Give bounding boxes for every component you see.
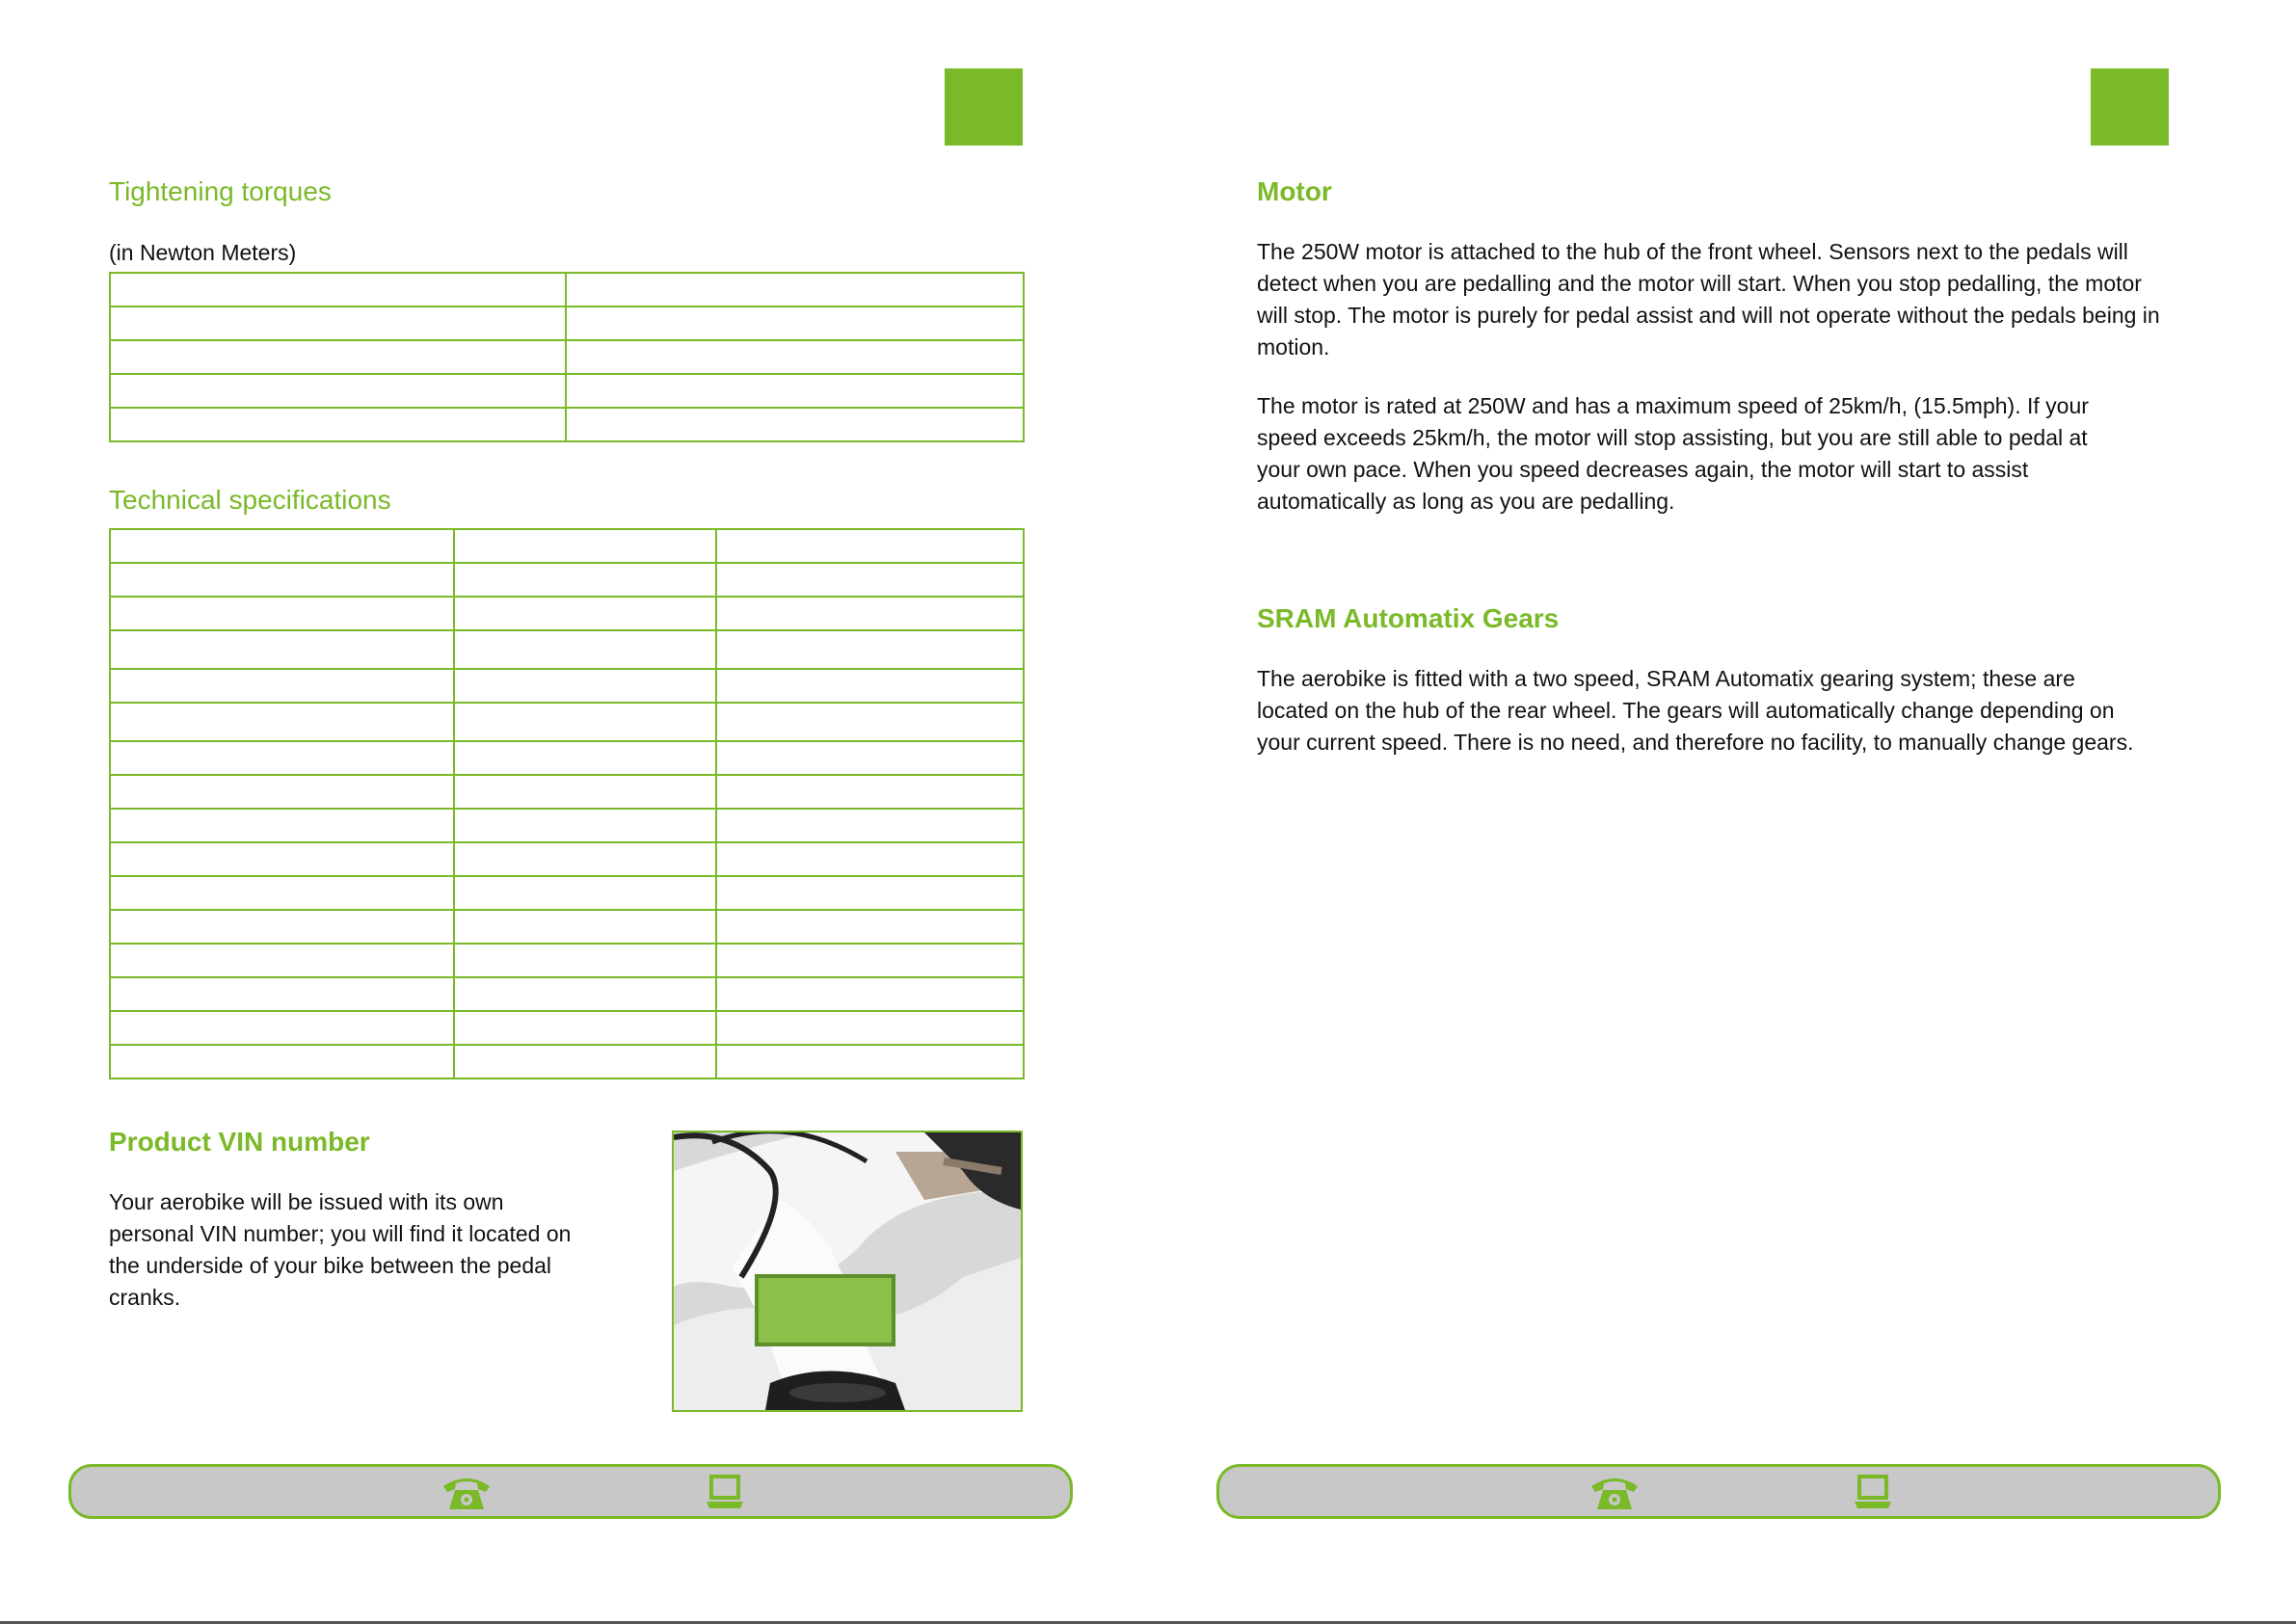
table-cell <box>716 977 1024 1011</box>
page-corner-marker <box>945 68 1023 146</box>
table-cell <box>716 563 1024 597</box>
table-cell <box>716 630 1024 669</box>
table-cell <box>716 809 1024 842</box>
footer-contact-bar <box>68 1464 1073 1519</box>
bike-frame-image <box>674 1132 1021 1410</box>
telephone-icon <box>441 1473 492 1516</box>
vin-heading: Product VIN number <box>109 1127 370 1157</box>
table-cell <box>110 910 454 944</box>
table-cell <box>716 597 1024 630</box>
table-cell <box>454 842 716 876</box>
table-cell <box>566 306 1024 340</box>
table-cell <box>454 775 716 809</box>
table-cell <box>716 669 1024 703</box>
table-cell <box>110 775 454 809</box>
table-row <box>110 876 1024 910</box>
table-row <box>110 669 1024 703</box>
table-cell <box>110 977 454 1011</box>
table-row <box>110 910 1024 944</box>
table-row <box>110 703 1024 741</box>
specs-heading: Technical specifications <box>109 485 391 515</box>
table-cell <box>110 273 566 306</box>
table-cell <box>110 741 454 775</box>
table-row <box>110 741 1024 775</box>
table-cell <box>566 273 1024 306</box>
table-row <box>110 1011 1024 1045</box>
gears-paragraph: The aerobike is fitted with a two speed, SRAM Automatix gearing system; these are located on the hub of the rear wheel. The gears will automatically change depending on your current speed. There is no need, and therefore no facility, to manually change gears. <box>1257 666 2134 755</box>
table-row <box>110 563 1024 597</box>
motor-paragraph-1: The 250W motor is attached to the hub of the front wheel. Sensors next to the pedals will detect when you are pedalling and the motor will start. When you stop pedalling, the motor will stop. The motor is purely for pedal assist and will not operate without the pedals being in motion. <box>1257 239 2160 359</box>
table-cell <box>110 340 566 374</box>
table-row <box>110 306 1024 340</box>
table-cell <box>566 340 1024 374</box>
table-cell <box>454 563 716 597</box>
table-row <box>110 775 1024 809</box>
table-cell <box>110 1011 454 1045</box>
torques-heading: Tightening torques <box>109 176 332 206</box>
table-cell <box>454 809 716 842</box>
table-row <box>110 944 1024 977</box>
table-cell <box>110 703 454 741</box>
table-cell <box>454 977 716 1011</box>
table-row <box>110 374 1024 408</box>
table-cell <box>716 910 1024 944</box>
table-cell <box>110 944 454 977</box>
table-cell <box>454 1045 716 1078</box>
table-cell <box>110 306 566 340</box>
table-cell <box>110 597 454 630</box>
table-cell <box>716 944 1024 977</box>
table-row <box>110 1045 1024 1078</box>
table-cell <box>110 809 454 842</box>
vin-location-photo <box>672 1131 1023 1412</box>
table-cell <box>566 408 1024 441</box>
table-cell <box>454 597 716 630</box>
telephone-icon <box>1589 1473 1640 1516</box>
table-cell <box>110 563 454 597</box>
table-cell <box>716 842 1024 876</box>
specs-table <box>109 528 1025 1079</box>
table-cell <box>110 529 454 563</box>
table-cell <box>454 876 716 910</box>
table-cell <box>716 876 1024 910</box>
table-row <box>110 408 1024 441</box>
table-cell <box>454 741 716 775</box>
torques-units-note: (in Newton Meters) <box>109 240 297 265</box>
laptop-icon <box>1854 1473 1892 1516</box>
table-cell <box>454 703 716 741</box>
table-cell <box>110 374 566 408</box>
right-page <box>1148 0 2296 1624</box>
torques-table <box>109 272 1025 442</box>
table-cell <box>110 876 454 910</box>
table-cell <box>716 703 1024 741</box>
table-cell <box>454 630 716 669</box>
table-cell <box>716 1011 1024 1045</box>
gears-heading: SRAM Automatix Gears <box>1257 603 1560 633</box>
table-cell <box>110 842 454 876</box>
table-cell <box>566 374 1024 408</box>
vin-label-highlight <box>755 1274 895 1346</box>
table-row <box>110 597 1024 630</box>
footer-contact-bar <box>1216 1464 2221 1519</box>
table-cell <box>110 408 566 441</box>
motor-paragraph-2: The motor is rated at 250W and has a maximum speed of 25km/h, (15.5mph). If your speed exceeds 25km/h, the motor will stop assisting, but you are still able to pedal at your own pace. When you speed decreases again, the motor will start to assist automatically as long as you are pedalling. <box>1257 393 2089 514</box>
table-cell <box>110 630 454 669</box>
table-row <box>110 273 1024 306</box>
table-cell <box>716 775 1024 809</box>
table-cell <box>110 1045 454 1078</box>
page-corner-marker <box>2091 68 2169 146</box>
table-row <box>110 630 1024 669</box>
table-cell <box>716 741 1024 775</box>
table-cell <box>716 529 1024 563</box>
table-row <box>110 977 1024 1011</box>
table-cell <box>454 669 716 703</box>
table-cell <box>716 1045 1024 1078</box>
table-cell <box>110 669 454 703</box>
table-cell <box>454 529 716 563</box>
table-row <box>110 529 1024 563</box>
table-row <box>110 809 1024 842</box>
motor-heading: Motor <box>1257 176 1332 206</box>
table-cell <box>454 944 716 977</box>
laptop-icon <box>706 1473 744 1516</box>
table-row <box>110 340 1024 374</box>
table-row <box>110 842 1024 876</box>
vin-text: Your aerobike will be issued with its own personal VIN number; you will find it located on the underside of your bike between the pedal cranks. <box>109 1189 572 1310</box>
table-cell <box>454 910 716 944</box>
table-cell <box>454 1011 716 1045</box>
